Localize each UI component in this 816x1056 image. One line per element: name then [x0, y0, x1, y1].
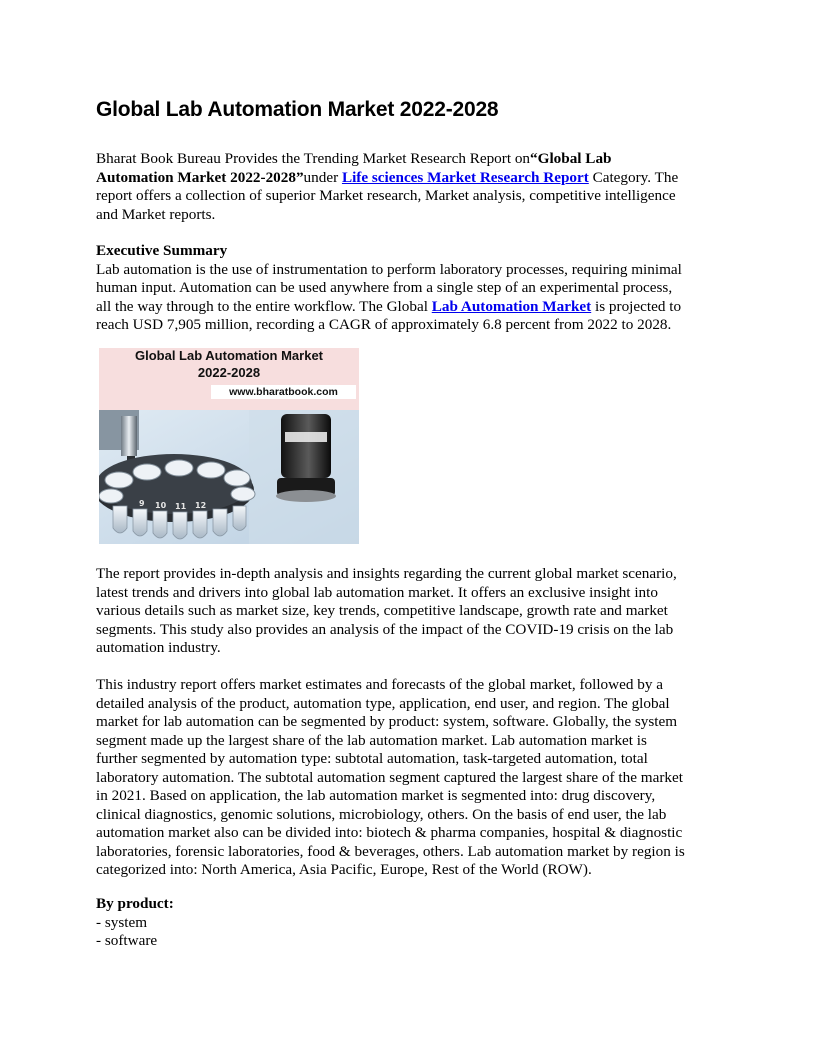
section-heading: Executive Summary [96, 242, 228, 259]
life-sciences-report-link[interactable]: Life sciences Market Research Report [341, 168, 589, 186]
summary-text: Lab automation is the use of instrumentation to perform laboratory processes, requiring minimal [96, 260, 682, 278]
intro-text: and Market reports. [96, 205, 216, 223]
page-title: Global Lab Automation Market 2022-2028 [96, 98, 499, 121]
body-text: further segmented by automation type: subtotal automation, task-targeted automation, total [96, 750, 648, 767]
tube-number: 12 [195, 501, 207, 510]
lab-automation-market-link[interactable]: Lab Automation Market [431, 297, 592, 315]
body-text: market for lab automation can be segmented by product: system, software. Globally, the system [96, 713, 678, 730]
cover-title: Global Lab Automation Market [134, 348, 324, 363]
body-text: clinical diagnostics, genomic solutions, microbiology, others. On the basis of end user, the lab [96, 805, 667, 823]
body-text: automation industry. [96, 639, 221, 656]
cover-banner [99, 348, 359, 414]
summary-text: human input. Automation can be used anywhere from a single step of an experimental process, [96, 279, 673, 296]
body-text: latest trends and drivers into global lab automation market. It offers an exclusive insight into [96, 583, 658, 601]
body-text: categorized into: North America, Asia Pacific, Europe, Rest of the World (ROW). [96, 861, 592, 878]
report-name-bold: Automation Market 2022-2028” [96, 168, 304, 186]
intro-paragraph [96, 150, 724, 224]
body-text: laboratory automation. The subtotal automation segment captured the largest share of the market [96, 768, 683, 786]
list-item: - system [96, 913, 148, 931]
tube-number: 11 [175, 502, 187, 511]
report-name-bold: “Global Lab [530, 150, 612, 167]
tube-number: 10 [155, 501, 167, 510]
body-text: segment made up the largest share of the lab automation market. Lab automation market is [96, 731, 647, 749]
section-heading: By product: [96, 895, 174, 912]
body-text: This industry report offers market estimates and forecasts of the global market, followed by a [96, 676, 663, 693]
intro-text: under [303, 168, 342, 186]
body-text: The report provides in-depth analysis and insights regarding the current global market scenario, [96, 565, 677, 582]
summary-text: reach USD 7,905 million, recording a CAGR of approximately 6.8 percent from 2022 to 2028. [96, 316, 672, 333]
body-text: various details such as market size, key trends, competitive landscape, growth rate and market [96, 602, 668, 619]
intro-text: Category. The [588, 168, 679, 186]
body-text: automation market also can be divided into: biotech & pharma companies, hospital & diagnostic [96, 824, 683, 841]
cover-url: www.bharatbook.com [211, 385, 356, 399]
executive-summary [96, 242, 724, 335]
cover-years: 2022-2028 [197, 365, 261, 380]
body-text: in 2021. Based on application, the lab automation market is segmented into: drug discovery, [96, 787, 656, 804]
intro-text: report offers a collection of superior Market research, Market analysis, competitive intelligence [96, 187, 676, 204]
objective-lens [281, 414, 331, 478]
lab-automation-photo [99, 410, 359, 544]
analysis-paragraph [96, 565, 724, 658]
segmentation-paragraph [96, 676, 724, 880]
summary-text: is projected to [591, 297, 682, 315]
body-text: laboratories, forensic laboratories, food & beverages, others. Lab automation market by region is [96, 842, 685, 860]
body-text: segments. This study also provides an analysis of the impact of the COVID-19 crisis on the lab [96, 620, 674, 638]
summary-text: all the way through to the entire workflow. The Global [96, 297, 432, 315]
report-cover-image [99, 348, 359, 544]
list-item: - software [96, 932, 158, 949]
by-product-section [96, 895, 724, 951]
tube-number: 9 [139, 499, 145, 508]
intro-text: Bharat Book Bureau Provides the Trending Market Research Report on [96, 150, 531, 167]
body-text: detailed analysis of the product, automation type, application, end user, and region. The global [96, 694, 670, 712]
